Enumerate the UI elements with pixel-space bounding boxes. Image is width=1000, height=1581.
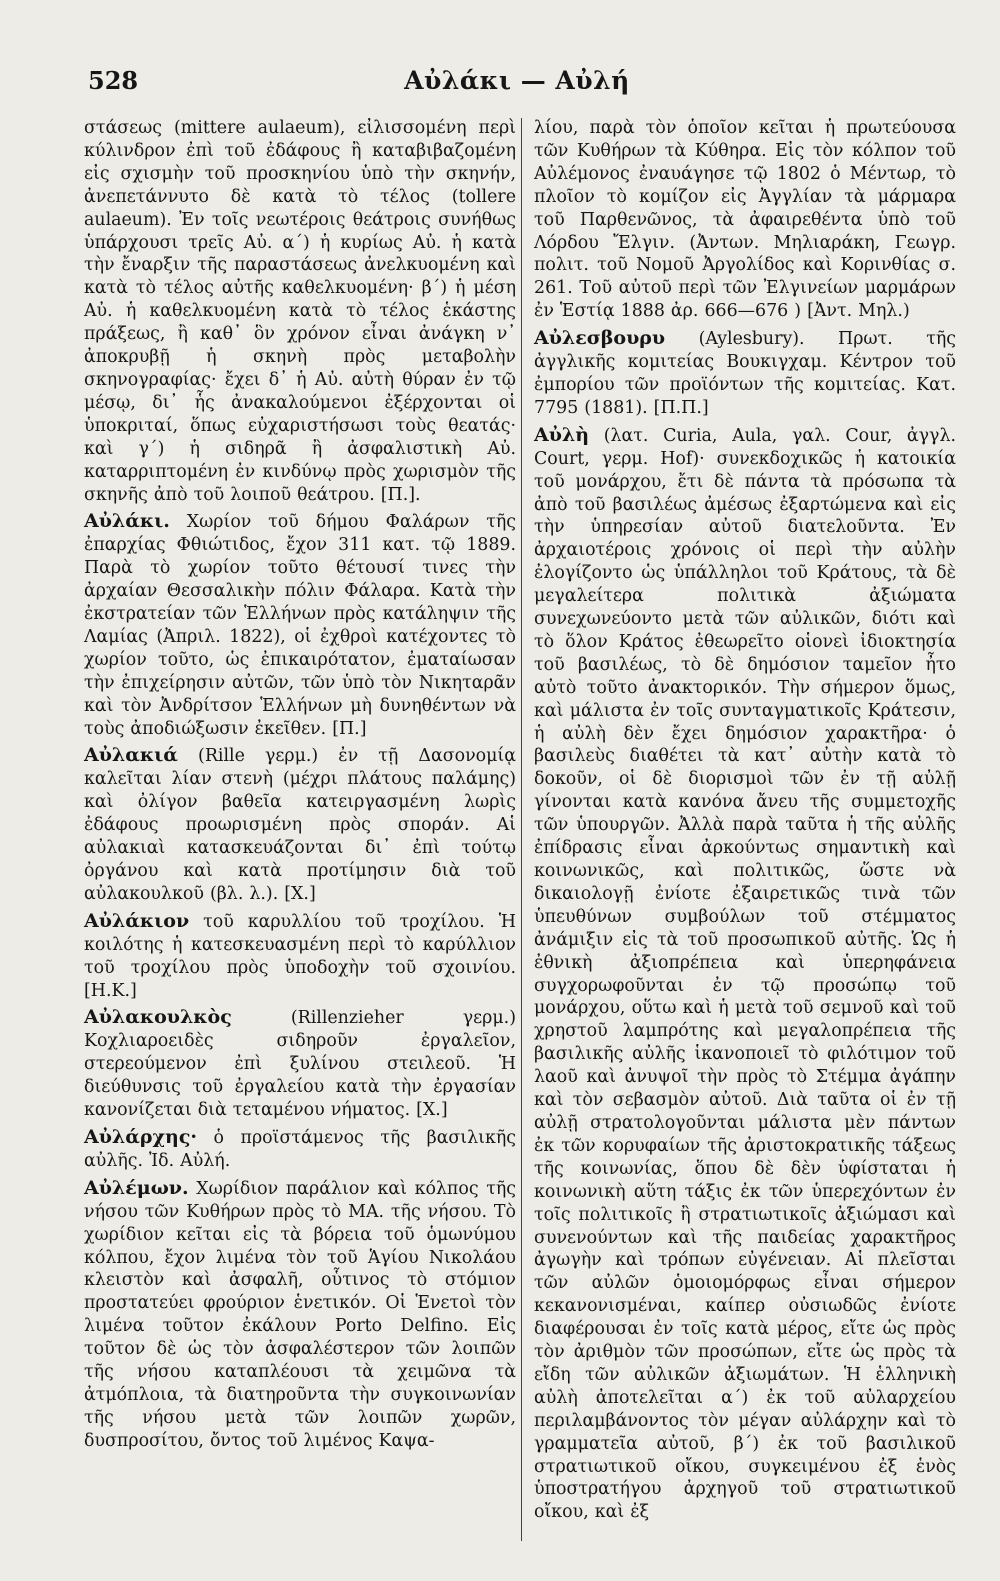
entry-text: ὁ προϊστάμενος τῆς βασιλικῆς αὐλῆς. Ἰδ. Αὐλή. [84, 1127, 516, 1171]
entry-paragraph [84, 910, 516, 1003]
entry-text: (Rillenzieher γερμ.) Κοχλιαροειδὲς σιδηροῦν ἐργαλεῖον, στερεούμενον ἐπὶ ξυλίνου στειλεοῦ. Ἡ διεύθυνσις τοῦ ἐργαλείου κατὰ τὴν ἐργασίαν κανονίζεται διὰ τεταμένου νήματος. [Χ.] [84, 1008, 516, 1121]
entry-paragraph [84, 1177, 516, 1453]
running-head: Αὐλάκι — Αὐλή [404, 66, 630, 95]
entry-headword: Αὐλάκι. [84, 510, 170, 533]
entry-paragraph [84, 510, 516, 740]
entry-headword: Αὐλάρχης· [84, 1125, 197, 1148]
entry-text: στάσεως (mittere aulaeum), εἰλισσομένη περὶ κύλινδρον ἐπὶ τοῦ ἐδάφους ἢ καταβιβαζομένη εἰς σχισμὴν τοῦ προσκηνίου ὑπὸ τὴν σκηνήν, ἀνεπετάννυτο δὲ κατὰ τὸ τέλος (tollere aulaeum). Ἐν τοῖς νεωτέροις θεάτροις συνήθως ὑπάρχουσι τρεῖς Αὐ. α΄) ἡ κυρίως Αὐ. ἡ κατὰ τὴν ἔναρξιν τῆς παραστάσεως ἀνελκυομένη καὶ κατὰ τὸ τέλος αὐτῆς καθελκυομένη· β΄) ἡ μέση Αὐ. ἡ καθελκυομένη κατὰ τὸ τέλος ἑκάστης πράξεως, ἢ καθ᾽ ὃν χρόνον εἶναι ἀνάγκη ν᾽ ἀποκρυβῇ ἡ σκηνὴ πρὸς μεταβολὴν σκηνογραφίας· ἔχει δ᾽ ἡ Αὐ. αὐτὴ θύραν ἐν τῷ μέσῳ, δι᾽ ἧς ἀνακαλούμενοι ἐξέρχονται οἱ ὑποκριταί, ὅπως εὐχαριστήσωσι τοὺς θεατάς· καὶ γ΄) ἡ σιδηρᾶ ἢ ἀσφαλιστικὴ Αὐ. καταρριπτομένη ἐν κινδύνῳ πρὸς χωρισμὸν τῆς σκηνῆς ἀπὸ τοῦ λοιποῦ θεάτρου. [Π.]. [84, 118, 516, 505]
entry-text: (Rille γερμ.) ἐν τῇ Δασονομίᾳ καλεῖται λίαν στενὴ (μέχρι πλάτους παλάμης) καὶ ὀλίγον βαθεῖα κατειργασμένη λωρὶς ἐδάφους προωρισμένη πρὸς σποράν. Αἱ αὐλακιαὶ κατασκευάζονται δι᾽ ἐπὶ τούτῳ ὀργάνου καὶ κατὰ προτίμησιν διὰ τοῦ αὐλακουλκοῦ (βλ. λ.). [Χ.] [84, 746, 516, 904]
entry-paragraph [534, 327, 956, 420]
entry-paragraph [84, 116, 516, 506]
entry-text: (Aylesbury). Πρωτ. τῆς ἀγγλικῆς κομιτείας Βουκιγχαμ. Κέντρον τοῦ ἐμπορίου τῶν προϊόντων τῆς κομιτείας. Κατ. 7795 (1881). [Π.Π.] [534, 329, 956, 418]
entry-paragraph [84, 1006, 516, 1122]
entry-text: (λατ. Curia, Aula, γαλ. Cour, ἀγγλ. Court, γερμ. Hof)· συνεκδοχικῶς ἡ κατοικία τοῦ μονάρχου, ἔτι δὲ πάντα τὰ πρόσωπα τὰ ἀπὸ τοῦ βασιλέως ἀμέσως ἐξαρτώμενα καὶ εἰς τὴν ὑπηρεσίαν αὐτοῦ διατελοῦντα. Ἐν ἀρχαιοτέροις χρόνοις οἱ περὶ τὴν αὐλὴν ἐλογίζοντο ὡς ὑπάλληλοι τοῦ Κράτους, τὰ δὲ μεγαλείτερα πολιτικὰ ἀξιώματα συνεχωνεύοντο μετὰ τῶν αὐλικῶν, διότι καὶ τὸ ὅλον Κράτος ἐθεωρεῖτο οἱονεὶ ἰδιοκτησία τοῦ βασιλέως, τὸ δὲ δημόσιον ταμεῖον ἦτο αὐτὸ τοῦτο ἀνακτορικόν. Τὴν σήμερον ὅμως, καὶ μάλιστα ἐν τοῖς συνταγματικοῖς Κράτεσιν, ἡ αὐλὴ δὲν ἔχει δημόσιον χαρακτῆρα· ὁ βασιλεὺς διαθέτει τὰ κατ᾽ αὐτὴν κατὰ τὸ δοκοῦν, οἱ δὲ διορισμοὶ τῶν ἐν τῇ αὐλῇ γίνονται κατὰ κανόνα ἄνευ τῆς συμμετοχῆς τῶν ὑπουργῶν. Ἀλλὰ παρὰ ταῦτα ἡ τῆς αὐλῆς ἐπίδρασις εἶναι ἀρκούντως σημαντικὴ καὶ κοινωνικῶς, καὶ πολιτικῶς, ὥστε νὰ δικαιολογῇ ἐνίοτε ἐξαιρετικῶς τινὰ τῶν ὑπευθύνων συμβούλων τοῦ στέμματος ἀνάμιξιν εἰς τὰ τοῦ προσωπικοῦ αὐτῆς. Ὡς ἡ ἐθνικὴ ἀξιοπρέπεια καὶ ὑπερηφάνεια συγχορωφοῦνται ἐν τῷ προσώπῳ τοῦ μονάρχου, οὕτω καὶ ἡ μετὰ τοῦ σεμνοῦ καὶ τοῦ χρηστοῦ λαμπρότης καὶ μεγαλοπρέπεια τῆς βασιλικῆς αὐλῆς ἱκανοποιεῖ τὸ φιλότιμον τοῦ λαοῦ καὶ ἀνυψοῖ τὴν πρὸς τὸ Στέμμα ἀγάπην καὶ τὸν σεβασμὸν αὐτοῦ. Διὰ ταῦτα οἱ ἐν τῇ αὐλῇ στρατολογοῦνται μάλιστα μὲν πάντων ἐκ τῶν κορυφαίων τῆς ἀριστοκρατικῆς τάξεως τῆς κοινωνίας, ὅπου δὲ δὲν ὑφίσταται ἡ κοινωνικὴ αὕτη τάξις ἐκ τῶν ὑπερεχόντων ἐν τοῖς πολιτικοῖς ἢ στρατιωτικοῖς ἀξιώμασι καὶ συνενούντων καὶ τῆς παιδείας χαρακτῆρος ἀγωγὴν καὶ τρόπων εὐγένειαν. Αἱ πλεῖσται τῶν αὐλῶν ὁμοιομόρφως εἶναι σήμερον κεκανονισμέναι, καίπερ οὐσιωδῶς ἐνίοτε διαφέρουσαι ἐν τοῖς κατὰ μέρος, εἴτε ὡς πρὸς τὸν ἀριθμὸν τῶν προσώπων, εἴτε ὡς πρὸς τὰ εἴδη τῶν αὐλικῶν ἀξιωμάτων. Ἡ ἑλληνικὴ αὐλὴ ἀποτελεῖται α΄) ἐκ τοῦ αὐλαρχείου περιλαμβάνοντος τὸν μέγαν αὐλάρχην καὶ τὸ γραμματεῖα αὐτοῦ, β΄) ἐκ τοῦ βασιλικοῦ στρατιωτικοῦ οἴκου, συγκειμένου ἐξ ἑνὸς ὑποστρατήγου ἀρχηγοῦ τοῦ στρατιωτικοῦ οἴκου, καὶ ἐξ [534, 425, 957, 1523]
entry-text: τοῦ καρυλλίου τοῦ τροχίλου. Ἡ κοιλότης ἡ κατεσκευασμένη περὶ τὸ καρύλλιον τοῦ τροχίλου πρὸς ὑποδοχὴν τοῦ σχοινίου. [Η.Κ.] [84, 911, 516, 1001]
entry-paragraph [84, 1126, 516, 1173]
entry-paragraph [84, 744, 516, 905]
entry-paragraph [534, 424, 956, 1525]
entry-paragraph [534, 116, 956, 323]
entry-text: λίου, παρὰ τὸν ὁποῖον κεῖται ἡ πρωτεύουσα τῶν Κυθήρων τὰ Κύθηρα. Εἰς τὸν κόλπον τοῦ Αὐλέμονος ἐναυάγησε τῷ 1802 ὁ Μέντωρ, τὸ πλοῖον τὸ κομίζον εἰς Ἀγγλίαν τὰ μάρμαρα τοῦ Παρθενῶνος, τὰ ἀφαιρεθέντα ὑπὸ τοῦ Λόρδου Ἔλγιν. (Ἀντων. Μηλιαράκη, Γεωγρ. πολιτ. τοῦ Νομοῦ Ἀργολίδος καὶ Κορινθίας σ. 261. Τοῦ αὐτοῦ περὶ τῶν Ἐλγινείων μαρμάρων ἐν Ἑστίᾳ 1888 ἀρ. 666—676 ) [Ἀντ. Μηλ.) [534, 118, 956, 322]
entry-headword: Αὐλὴ [534, 423, 590, 446]
page-header [88, 62, 946, 98]
entry-text: Χωρίδιον παράλιον καὶ κόλπος τῆς νήσου τῶν Κυθήρων πρὸς τὸ ΜΑ. τῆς νήσου. Τὸ χωρίδιον κεῖται εἰς τὰ βόρεια τοῦ ὁμωνύμου κόλπου, ἔχον λιμένα τὸν τοῦ Ἁγίου Νικολάου κλειστὸν καὶ ἀσφαλῆ, οὗτινος τὸ στόμιον προστατεύει φρούριον ἑνετικόν. Οἱ Ἑνετοὶ τὸν λιμένα τοῦτον ἐκάλουν Porto Delfino. Εἰς τοῦτον δὲ ὡς τὸν ἀσφαλέστερον τῶν λοιπῶν τῆς νήσου καταπλέουσι τὰ χειμῶνα τὰ ἀτμόπλοια, τὰ διατηροῦντα τὴν συγκοινωνίαν τῆς νήσου μετὰ τῶν λοιπῶν χωρῶν, δυσπροσίτου, ὄντος τοῦ λιμένος Καψα- [84, 1178, 516, 1451]
entry-headword: Αὐλάκιον [84, 909, 190, 932]
entry-text: Χωρίον τοῦ δήμου Φαλάρων τῆς ἐπαρχίας Φθιώτιδος, ἔχον 311 κατ. τῷ 1889. Παρὰ τὸ χωρίον τοῦτο θέτουσί τινες τὴν ἀρχαίαν Θεσσαλικὴν πόλιν Φάλαρα. Κατὰ τὴν ἐκστρατείαν τῶν Ἑλλήνων πρὸς κατάληψιν τῆς Λαμίας (Ἀπριλ. 1822), οἱ ἐχθροὶ κατέχοντες τὸ χωρίον τοῦτο, ὡς ἐπικαιρότατον, ἐματαίωσαν τὴν ἐπιχείρησιν αὐτῶν, τῶν ὑπὸ τὸν Νικηταρᾶν καὶ τὸν Ἀνδρίτσον Ἑλλήνων μὴ δυνηθέντων νὰ τοὺς ἀποδιώξωσιν ἐκεῖθεν. [Π.] [84, 512, 516, 739]
entry-headword: Αὐλέμων. [84, 1176, 189, 1199]
entry-headword: Αὐλακουλκὸς [84, 1006, 232, 1029]
entry-headword: Αὐλακιά [84, 744, 178, 767]
page-number: 528 [88, 66, 139, 95]
entry-headword: Αὐλεσβουρυ [534, 327, 666, 350]
column-divider [521, 118, 522, 1541]
right-column [534, 116, 956, 1528]
left-column [84, 116, 516, 1457]
